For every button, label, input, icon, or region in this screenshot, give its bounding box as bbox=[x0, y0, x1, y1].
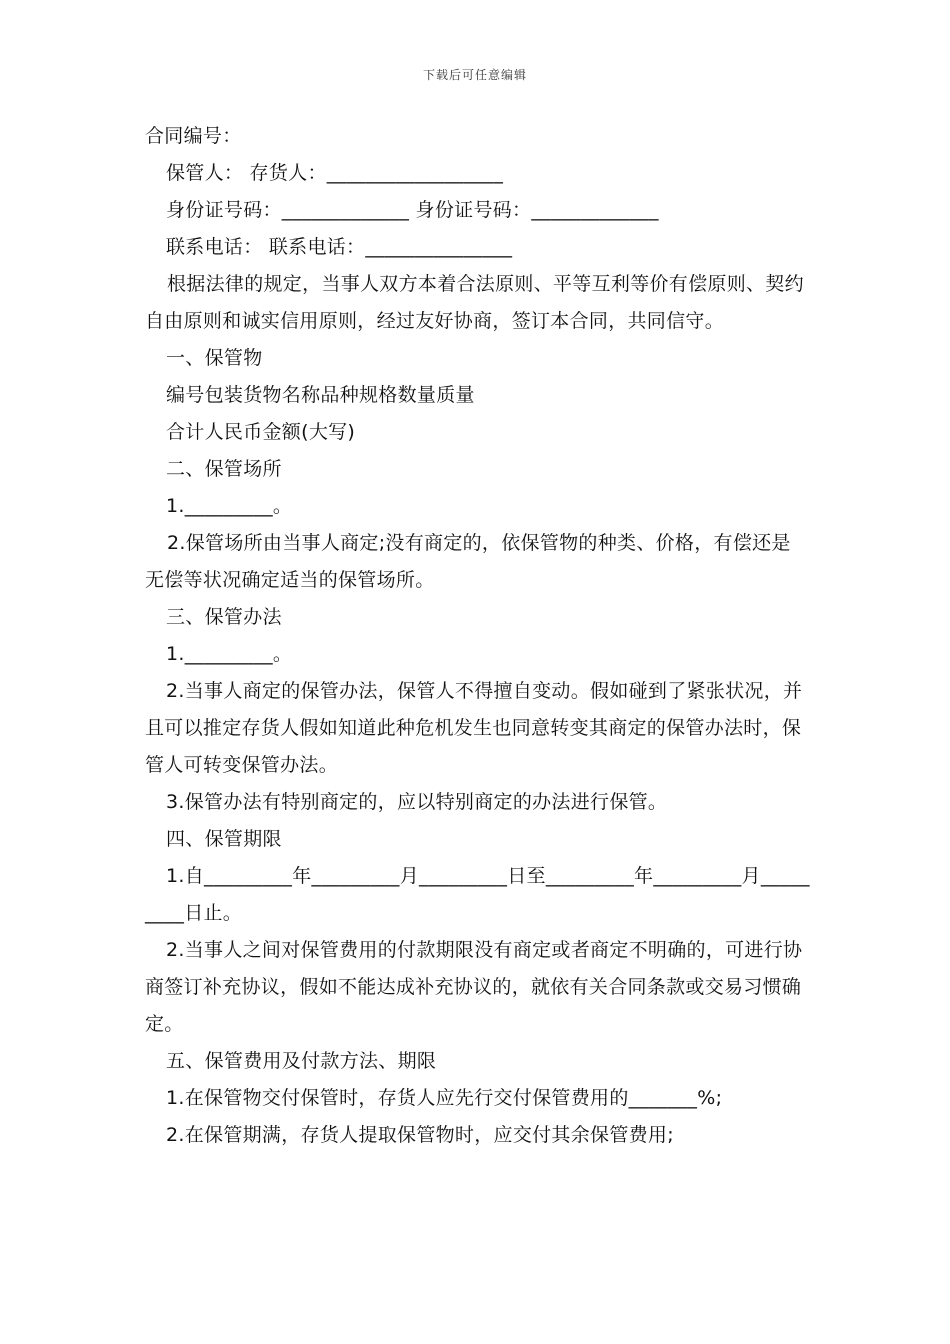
contract-number: 合同编号： bbox=[145, 125, 242, 147]
contract-body bbox=[145, 118, 810, 1154]
section-5-title: 五、保管费用及付款方法、期限 bbox=[166, 1050, 437, 1072]
id-number-line: 身份证号码：_____________ 身份证号码：_____________ bbox=[166, 199, 659, 221]
section-2-item-2: 2.保管场所由当事人商定;没有商定的，依保管物的种类、价格，有偿还是无偿等状况确定适当的保管场所。 bbox=[145, 532, 791, 591]
section-5-item-1: 1.在保管物交付保管时，存货人应先行交付保管费用的_______%; bbox=[166, 1087, 723, 1109]
preamble-paragraph: 根据法律的规定，当事人双方本着合法原则、平等互利等价有偿原则、契约自由原则和诚实信用原则，经过友好协商，签订本合同，共同信守。 bbox=[145, 273, 804, 332]
phone-line: 联系电话： 联系电话：_______________ bbox=[166, 236, 513, 258]
section-2-item-1: 1._________。 bbox=[166, 495, 293, 517]
section-4-title: 四、保管期限 bbox=[166, 828, 282, 850]
parties-line: 保管人： 存货人：__________________ bbox=[166, 162, 504, 184]
section-3-title: 三、保管办法 bbox=[166, 606, 282, 628]
total-amount-line: 合计人民币金额(大写) bbox=[166, 421, 356, 443]
page-header: 下载后可任意编辑 bbox=[422, 68, 527, 82]
section-3-item-3: 3.保管办法有特别商定的，应以特别商定的办法进行保管。 bbox=[166, 791, 668, 813]
section-5-item-2: 2.在保管期满，存货人提取保管物时，应交付其余保管费用; bbox=[166, 1124, 674, 1146]
section-3-item-1: 1._________。 bbox=[166, 643, 293, 665]
section-2-title: 二、保管场所 bbox=[166, 458, 282, 480]
goods-column-headers: 编号包装货物名称品种规格数量质量 bbox=[166, 384, 475, 406]
section-3-item-2: 2.当事人商定的保管办法，保管人不得擅自变动。假如碰到了紧张状况，并且可以推定存货人假如知道此种危机发生也同意转变其商定的保管办法时，保管人可转变保管办法。 bbox=[145, 680, 803, 776]
section-1-title: 一、保管物 bbox=[166, 347, 263, 369]
section-4-item-1: 1.自_________年_________月_________日至_________年_________月_________日止。 bbox=[145, 865, 810, 924]
section-4-item-2: 2.当事人之间对保管费用的付款期限没有商定或者商定不明确的，可进行协商签订补充协议，假如不能达成补充协议的，就依有关合同条款或交易习惯确定。 bbox=[145, 939, 803, 1035]
